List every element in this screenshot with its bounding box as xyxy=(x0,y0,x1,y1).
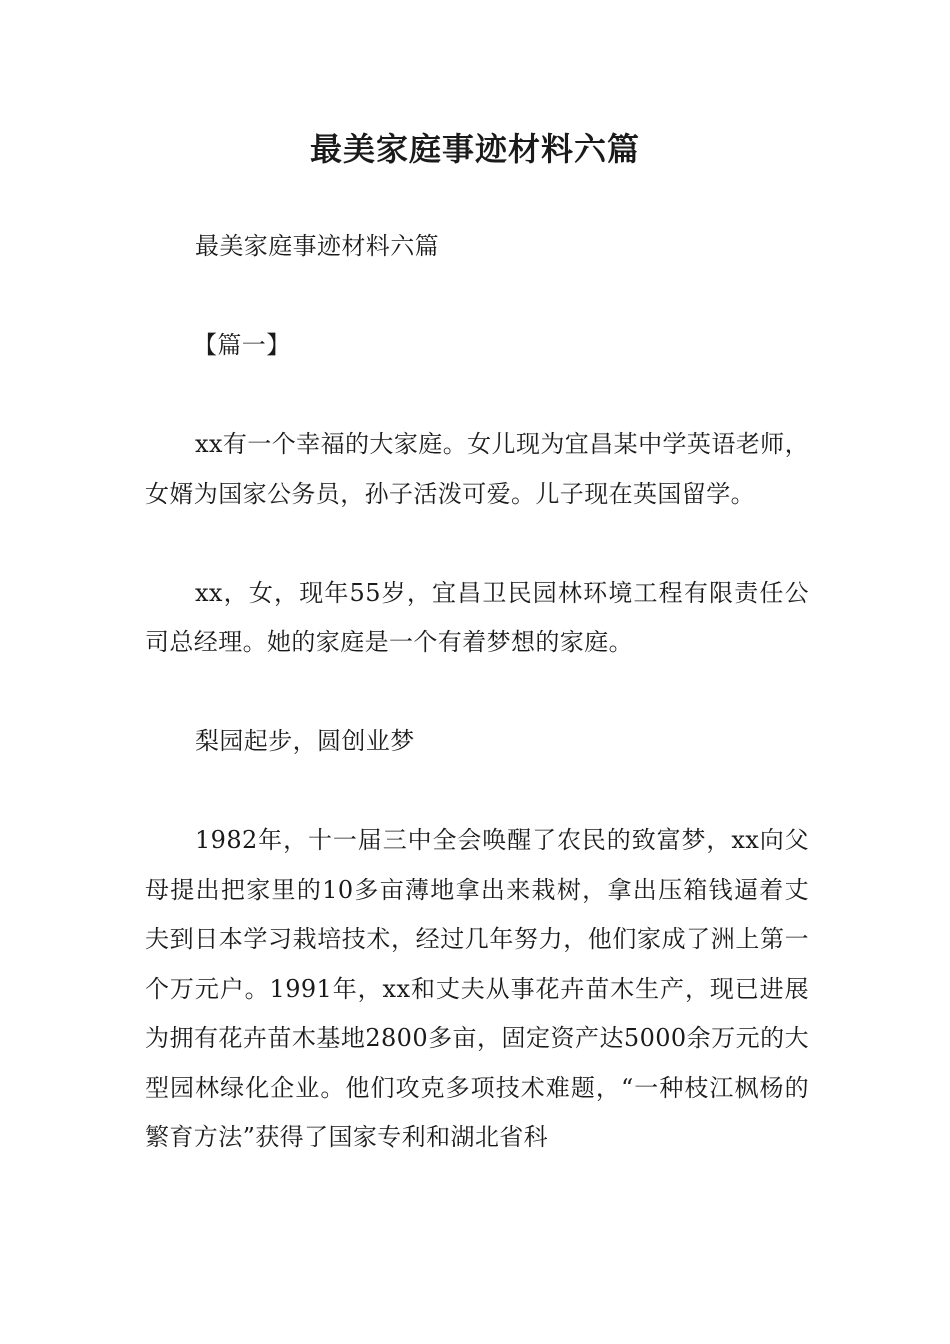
body-paragraph: xx，女，现年55岁，宜昌卫民园林环境工程有限责任公司总经理。她的家庭是一个有着梦想的家庭。 xyxy=(145,578,809,656)
subheading-paragraph: 梨园起步，圆创业梦 xyxy=(195,727,415,755)
section-heading: 【篇一】 xyxy=(193,331,291,359)
body-paragraph: xx有一个幸福的大家庭。女儿现为宜昌某中学英语老师，女婿为国家公务员，孙子活泼可爱。儿子现在英国留学。 xyxy=(145,430,809,508)
document-title: 最美家庭事迹材料六篇 xyxy=(309,130,640,168)
subtitle-paragraph: 最美家庭事迹材料六篇 xyxy=(195,232,439,260)
body-paragraph: 1982年，十一届三中全会唤醒了农民的致富梦，xx向父母提出把家里的10多亩薄地拿出来栽树，拿出压箱钱逼着丈夫到日本学习栽培技术，经过几年努力，他们家成了洲上第一个万元户。1991年，xx和丈夫从事花卉苗木生产，现已进展为拥有花卉苗木基地2800多亩，固定资产达5000余万元的大型园林绿化企业。他们攻克多项技术难题，“一种枝江枫杨的繁育方法”获得了国家专利和湖北省科 xyxy=(145,826,809,1151)
document-body xyxy=(145,222,809,1212)
